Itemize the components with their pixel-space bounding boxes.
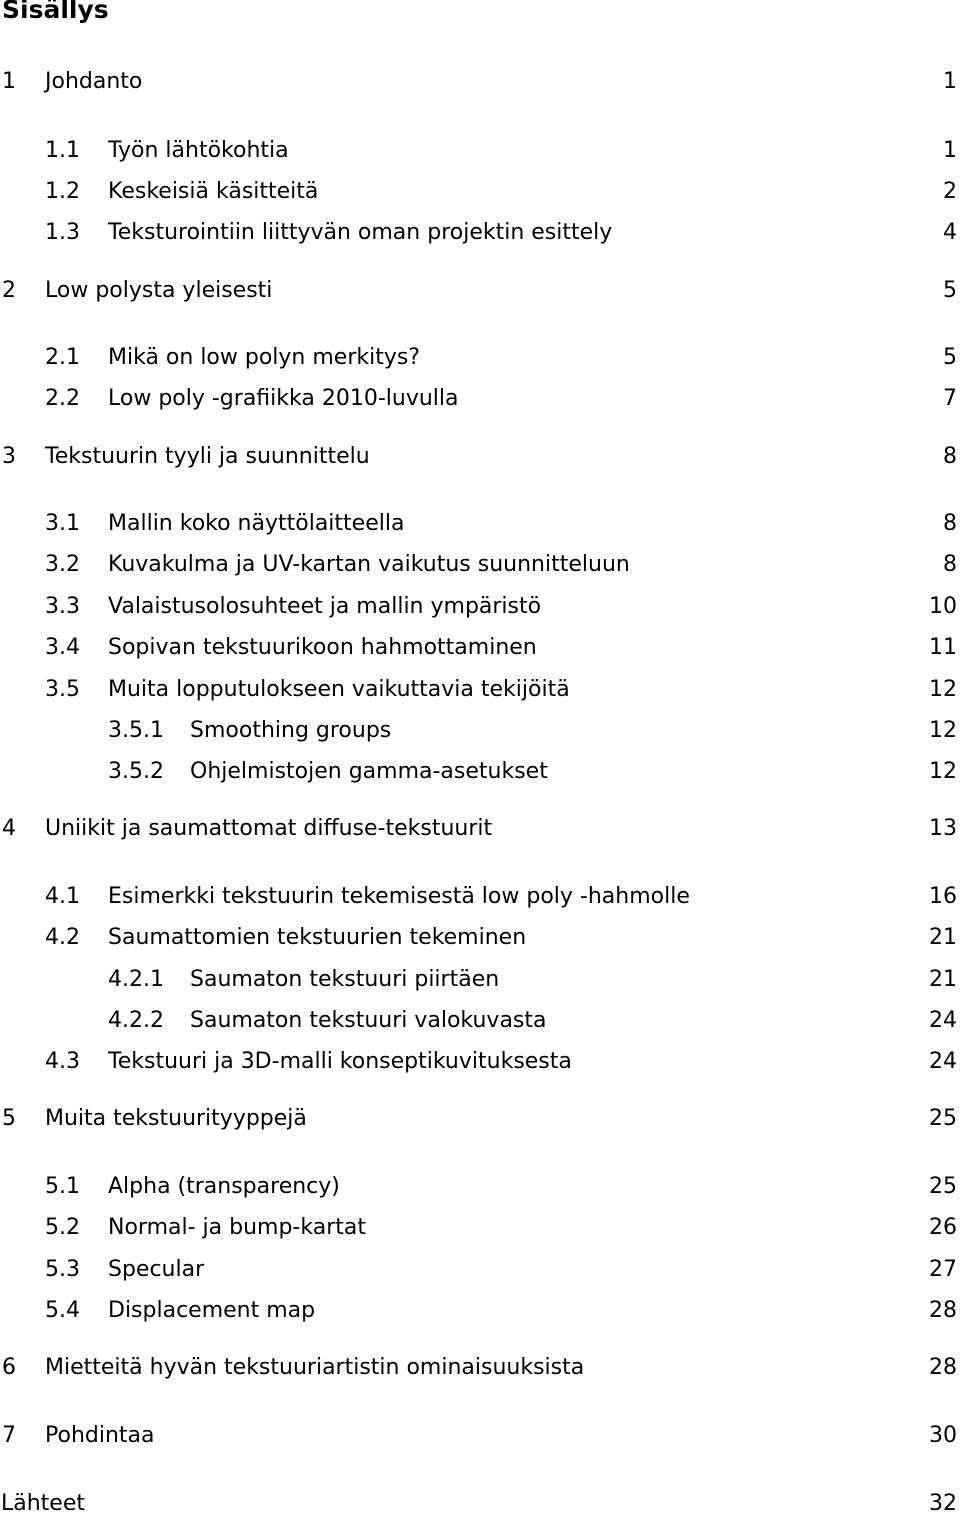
toc-number: 3.5.2 bbox=[108, 759, 164, 784]
toc-page: 28 bbox=[929, 1298, 957, 1323]
toc-page: 16 bbox=[929, 884, 957, 909]
toc-title: Esimerkki tekstuurin tekemisestä low poly -hahmolle bbox=[108, 884, 690, 909]
toc-number: 5.4 bbox=[45, 1298, 80, 1323]
toc-title: Lähteet bbox=[1, 1491, 86, 1516]
toc-number: 5.1 bbox=[45, 1174, 80, 1199]
toc-entry bbox=[0, 274, 960, 308]
toc-page: 26 bbox=[929, 1215, 957, 1240]
toc-title: Pohdintaa bbox=[45, 1423, 155, 1448]
toc-entry bbox=[0, 65, 960, 99]
toc-page: 12 bbox=[929, 759, 957, 784]
toc-number: 3.3 bbox=[45, 594, 80, 619]
toc-title: Mietteitä hyvän tekstuuriartistin ominaisuuksista bbox=[45, 1355, 585, 1380]
toc-page: 4 bbox=[943, 220, 957, 245]
toc-number: 4.2.1 bbox=[108, 967, 164, 992]
toc-page: 1 bbox=[943, 138, 957, 163]
toc-entry-references bbox=[0, 1487, 960, 1521]
toc-entry bbox=[0, 963, 960, 997]
toc-number: 3.5 bbox=[45, 677, 80, 702]
toc-entry bbox=[0, 673, 960, 707]
toc-page: 5 bbox=[943, 278, 957, 303]
toc-page: 8 bbox=[943, 552, 957, 577]
toc-page: 27 bbox=[929, 1257, 957, 1282]
toc-title: Low polysta yleisesti bbox=[45, 278, 273, 303]
toc-entry bbox=[0, 812, 960, 846]
toc-page: 21 bbox=[929, 967, 957, 992]
toc-page: 1 bbox=[943, 69, 957, 94]
toc-entry bbox=[0, 1419, 960, 1453]
toc-page: 8 bbox=[943, 444, 957, 469]
toc-entry bbox=[0, 1004, 960, 1038]
toc-entry bbox=[0, 1102, 960, 1136]
toc-number: 3.5.1 bbox=[108, 718, 164, 743]
toc-title: Teksturointiin liittyvän oman projektin esittely bbox=[108, 220, 613, 245]
toc-title: Työn lähtökohtia bbox=[108, 138, 289, 163]
toc-title: Saumaton tekstuuri valokuvasta bbox=[190, 1008, 547, 1033]
toc-page: 30 bbox=[929, 1423, 957, 1448]
toc-number: 5 bbox=[2, 1106, 16, 1131]
toc-number: 1.1 bbox=[45, 138, 80, 163]
toc-entry bbox=[0, 880, 960, 914]
toc-entry bbox=[0, 382, 960, 416]
toc-page: 13 bbox=[929, 816, 957, 841]
toc-title: Low poly -grafiikka 2010-luvulla bbox=[108, 386, 459, 411]
toc-page: 7 bbox=[943, 386, 957, 411]
toc-number: 2 bbox=[2, 278, 16, 303]
toc-title: Saumattomien tekstuurien tekeminen bbox=[108, 925, 527, 950]
toc-entry bbox=[0, 1211, 960, 1245]
toc-title: Mallin koko näyttölaitteella bbox=[108, 511, 405, 536]
toc-number: 4 bbox=[2, 816, 16, 841]
toc-entry bbox=[0, 1045, 960, 1079]
toc-entry bbox=[0, 216, 960, 250]
toc-entry bbox=[0, 921, 960, 955]
toc-page: 2 bbox=[943, 179, 957, 204]
toc-title: Tekstuurin tyyli ja suunnittelu bbox=[45, 444, 370, 469]
toc-page: 11 bbox=[929, 635, 957, 660]
toc-title: Displacement map bbox=[108, 1298, 316, 1323]
toc-number: 2.2 bbox=[45, 386, 80, 411]
toc-page: 24 bbox=[929, 1008, 957, 1033]
toc-title: Specular bbox=[108, 1257, 205, 1282]
toc-title: Johdanto bbox=[45, 69, 143, 94]
toc-page: 12 bbox=[929, 718, 957, 743]
toc-number: 4.2 bbox=[45, 925, 80, 950]
toc-title: Saumaton tekstuuri piirtäen bbox=[190, 967, 500, 992]
page-title: Sisällys bbox=[2, 0, 109, 24]
toc-number: 3.4 bbox=[45, 635, 80, 660]
toc-number: 6 bbox=[2, 1355, 16, 1380]
toc-title: Mikä on low polyn merkitys? bbox=[108, 345, 421, 370]
toc-page: 25 bbox=[929, 1106, 957, 1131]
toc-page: 28 bbox=[929, 1355, 957, 1380]
toc-entry bbox=[0, 590, 960, 624]
toc-number: 4.2.2 bbox=[108, 1008, 164, 1033]
toc-number: 3 bbox=[2, 444, 16, 469]
toc-entry bbox=[0, 714, 960, 748]
toc-entry bbox=[0, 1170, 960, 1204]
toc-entry bbox=[0, 1294, 960, 1328]
toc-entry bbox=[0, 134, 960, 168]
toc-entry bbox=[0, 631, 960, 665]
toc-number: 5.3 bbox=[45, 1257, 80, 1282]
toc-page: 24 bbox=[929, 1049, 957, 1074]
toc-number: 1 bbox=[2, 69, 16, 94]
toc-title: Kuvakulma ja UV-kartan vaikutus suunnitteluun bbox=[108, 552, 630, 577]
toc-number: 4.1 bbox=[45, 884, 80, 909]
toc-number: 5.2 bbox=[45, 1215, 80, 1240]
toc-title: Alpha (transparency) bbox=[108, 1174, 340, 1199]
toc-page: 32 bbox=[929, 1491, 957, 1516]
toc-entry bbox=[0, 440, 960, 474]
toc-number: 3.2 bbox=[45, 552, 80, 577]
toc-title: Sopivan tekstuurikoon hahmottaminen bbox=[108, 635, 537, 660]
toc-entry bbox=[0, 548, 960, 582]
toc-number: 3.1 bbox=[45, 511, 80, 536]
toc-title: Muita lopputulokseen vaikuttavia tekijöitä bbox=[108, 677, 570, 702]
toc-entry bbox=[0, 1351, 960, 1385]
toc-title: Uniikit ja saumattomat diffuse-tekstuurit bbox=[45, 816, 493, 841]
toc-entry bbox=[0, 1253, 960, 1287]
toc-entry bbox=[0, 755, 960, 789]
toc-page: 12 bbox=[929, 677, 957, 702]
toc-number: 7 bbox=[2, 1423, 16, 1448]
toc-page: 8 bbox=[943, 511, 957, 536]
toc-title: Ohjelmistojen gamma-asetukset bbox=[190, 759, 548, 784]
toc-entry bbox=[0, 507, 960, 541]
toc-title: Smoothing groups bbox=[190, 718, 392, 743]
toc-page: 25 bbox=[929, 1174, 957, 1199]
toc-number: 1.3 bbox=[45, 220, 80, 245]
toc-page: 21 bbox=[929, 925, 957, 950]
toc-title: Tekstuuri ja 3D-malli konseptikuvituksesta bbox=[108, 1049, 572, 1074]
toc-page: 5 bbox=[943, 345, 957, 370]
toc-title: Keskeisiä käsitteitä bbox=[108, 179, 319, 204]
toc-entry bbox=[0, 341, 960, 375]
toc-page: 10 bbox=[929, 594, 957, 619]
toc-title: Muita tekstuurityyppejä bbox=[45, 1106, 307, 1131]
toc-number: 4.3 bbox=[45, 1049, 80, 1074]
toc-number: 1.2 bbox=[45, 179, 80, 204]
toc-title: Normal- ja bump-kartat bbox=[108, 1215, 366, 1240]
toc-entry bbox=[0, 175, 960, 209]
toc-number: 2.1 bbox=[45, 345, 80, 370]
toc-title: Valaistusolosuhteet ja mallin ympäristö bbox=[108, 594, 542, 619]
